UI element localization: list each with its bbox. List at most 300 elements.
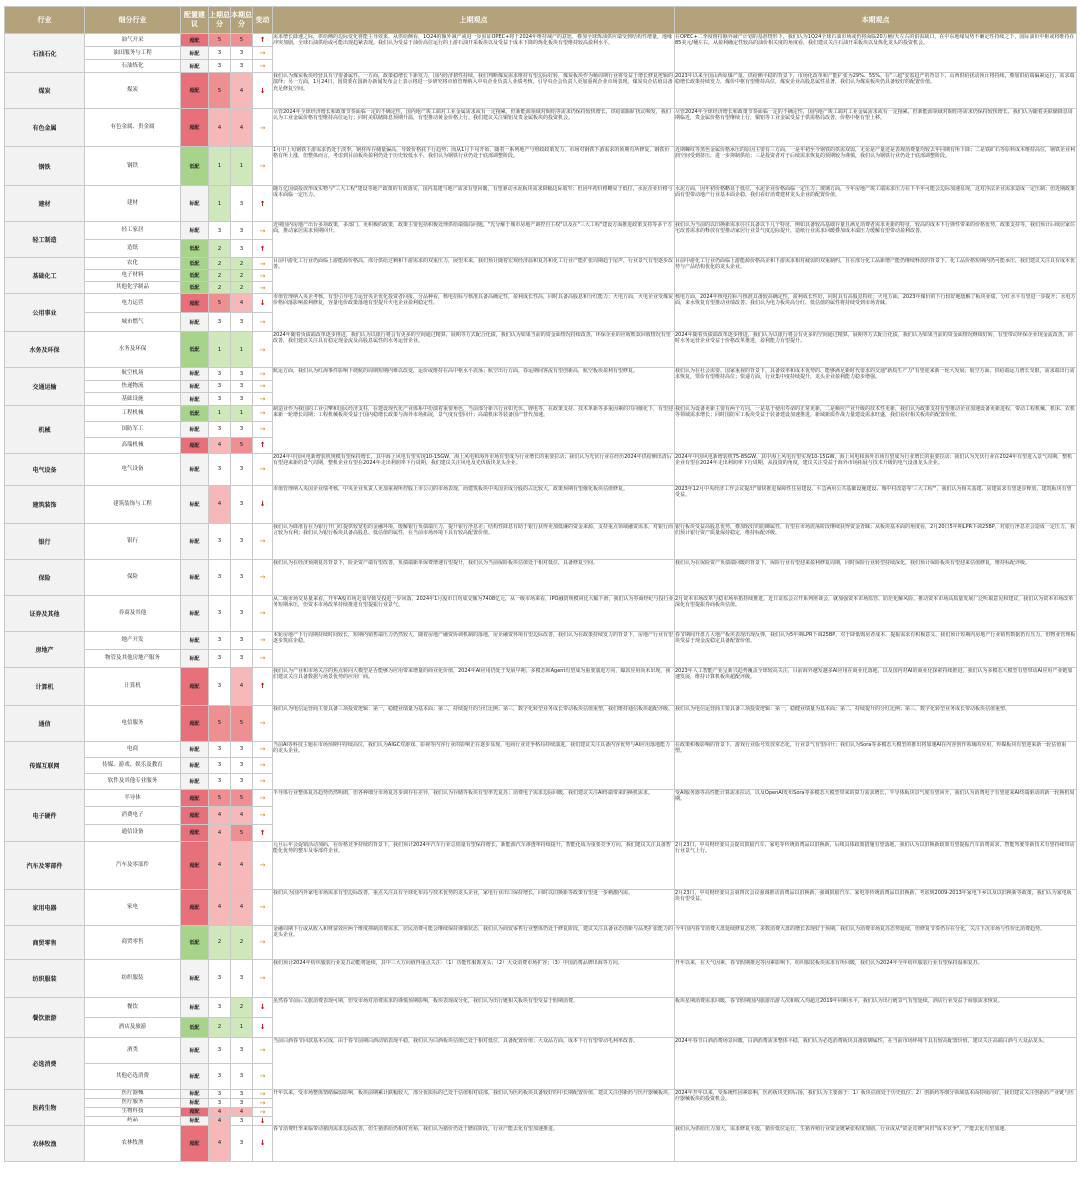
curr-view-text: 目前中游化工行业仍面临上游能源价格高企和下游需求相对疲弱的双重制约，且在部分化工品新增产能仍继续释放的背景下，化工品价格短期内仍可能承压，我们建议关注具有成本优势与产品结构优化的龙头企业。 <box>675 258 1076 271</box>
prev-view-text: 航运方面，我们认为红海事件影响下绕航的周期短期内难以改变，运价或维持在高中枢水平震荡；航空出行方面，春运期间客流有望创新高，航空板块盈利有望修复。 <box>273 368 639 374</box>
prev-score-cell: 3 <box>209 393 231 406</box>
curr-score-cell: 4 <box>231 1107 253 1116</box>
change-arrow-icon: → <box>253 380 273 393</box>
change-arrow-icon: → <box>253 1107 273 1116</box>
industry-cell: 轻工制造 <box>5 222 85 258</box>
rating-cell: 标配 <box>181 1116 209 1125</box>
change-arrow-icon: → <box>253 773 273 789</box>
industry-cell: 必选消费 <box>5 1037 85 1089</box>
change-arrow-icon: → <box>253 631 273 649</box>
sub-industry-cell: 酒类 <box>85 1037 181 1063</box>
change-arrow-icon: → <box>253 595 273 631</box>
prev-view-cell <box>273 34 675 73</box>
prev-score-cell: 3 <box>209 1098 231 1107</box>
change-arrow-icon: ↑ <box>253 437 273 453</box>
sub-industry-cell: 生物科技 <box>85 1107 181 1116</box>
curr-score-cell: 1 <box>231 1017 253 1037</box>
prev-view-cell <box>273 485 675 523</box>
prev-view-cell <box>273 889 675 925</box>
table-row <box>5 405 1077 421</box>
header-sub-industry: 细分行业 <box>85 7 181 34</box>
prev-view-text: 当前AI等科技主题在市场预期中持续高位，我们认为AIGC对游戏、影视等内容行业的影响正在逐步显现，电商行业竞争格局持续演进，我们建议关注具备内容优势与AI应用落地能力的龙头企业。 <box>273 741 671 755</box>
curr-score-cell: 2 <box>231 997 253 1017</box>
change-arrow-icon: → <box>253 47 273 60</box>
prev-view-cell <box>273 109 675 147</box>
industry-cell: 医药生物 <box>5 1089 85 1125</box>
change-arrow-icon: → <box>253 789 273 806</box>
change-arrow-icon: → <box>253 1063 273 1089</box>
change-arrow-icon: → <box>253 222 273 240</box>
change-arrow-icon: ↓ <box>253 997 273 1017</box>
prev-view-text: 我们认为产业和市场关注的焦点转向大模型是否能够为应用带来增量的商业化价值，2024年AI应用仍处于发展早期，多模态和Agent有望成为重要演进方向，爆款应用尚未出现，我们建议关注具备数据与场景优势的应用厂商。 <box>273 667 671 681</box>
curr-view-cell <box>675 1089 1077 1125</box>
prev-score-cell: 3 <box>209 631 231 649</box>
change-arrow-icon: → <box>253 1037 273 1063</box>
industry-cell: 银行 <box>5 523 85 559</box>
sub-industry-cell: 油气开采 <box>85 34 181 47</box>
prev-score-cell: 3 <box>209 421 231 437</box>
prev-score-cell: 5 <box>209 789 231 806</box>
curr-score-cell: 5 <box>231 824 253 841</box>
curr-view-text: 受AI服务器等高性能计算需求拉动，以及OpenAI发布Sora等多模态大模型带来的算力需求增长，半导体板块景气度有望回升，我们认为消费电子有望迎来AI终端驱动的新一轮换机周期。 <box>675 789 1075 803</box>
curr-score-cell: 3 <box>231 1063 253 1089</box>
rating-cell: 标配 <box>181 741 209 757</box>
rating-cell: 标配 <box>181 60 209 73</box>
table-row <box>5 332 1077 368</box>
change-arrow-icon: → <box>253 559 273 595</box>
rating-cell: 超配 <box>181 1125 209 1161</box>
rating-cell: 低配 <box>181 405 209 421</box>
curr-view-text: 我们认为供给压力加大，需求修复平缓，猪价低位运行，生猪养殖行业资金链紧张程度加剧，行业或从"资金竞赛"回归"成本竞争"，产能去化有望加速。 <box>675 1125 1010 1132</box>
prev-score-cell: 3 <box>209 773 231 789</box>
prev-view-cell <box>273 789 675 841</box>
curr-score-cell: 1 <box>231 332 253 368</box>
curr-score-cell: 3 <box>231 595 253 631</box>
curr-score-cell: 3 <box>231 453 253 485</box>
prev-view-cell <box>273 559 675 595</box>
change-arrow-icon: → <box>253 453 273 485</box>
prev-view-cell <box>273 222 675 258</box>
curr-view-cell <box>675 109 1077 147</box>
sub-industry-cell: 基础设施 <box>85 393 181 406</box>
industry-cell: 农林牧渔 <box>5 1125 85 1161</box>
prev-score-cell: 5 <box>209 705 231 741</box>
rating-cell: 标配 <box>181 649 209 667</box>
prev-view-cell <box>273 925 675 959</box>
rating-cell: 超配 <box>181 437 209 453</box>
curr-score-cell: 3 <box>231 559 253 595</box>
curr-view-text: 2023年以来全国山西原煤产量、供给侧平稳的背景下，市场化改革和产能扩张为29%、55%，在"三超"安监趋严的背景下，山西供给扰动预计将持续，叠加供给端偏紧运行，需求端稳增长政策持续发力，煤价中枢有望维持高位，煤炭企业高股息属性显著，我们认为煤炭板块仍具备较好的配置价值。 <box>675 73 1075 86</box>
prev-view-text: 元旦后年会促销活动加码，在价格竞争持续的背景下，我们预计2024年汽车行业总销量有望保持增长，新能源汽车渗透率持续提升，智能化成为重要竞争方向，我们建议关注具备智能化优势的整车及零部件企业。 <box>273 841 671 855</box>
curr-score-cell: 3 <box>231 222 253 240</box>
curr-score-cell: 4 <box>231 667 253 705</box>
prev-view-cell <box>273 841 675 889</box>
prev-view-text: 从二级市场交易量来看，开年A股市场走弱导致交投进一步回落，2024年1月股市日均成交额为7408亿元，从一级市场来看，IPO融资规模同比大幅下滑，我们认为券商经纪与投行业务短期承压，但资本市场改革持续推进有望提振行业景气。 <box>273 595 674 609</box>
table-row <box>5 631 1077 649</box>
prev-view-cell <box>273 258 675 294</box>
rating-cell: 标配 <box>181 421 209 437</box>
change-arrow-icon: → <box>253 705 273 741</box>
industry-cell: 机械 <box>5 405 85 453</box>
header-change: 变动 <box>253 7 273 34</box>
prev-score-cell: 3 <box>209 313 231 332</box>
prev-score-cell: 4 <box>209 889 231 925</box>
grid <box>4 6 1077 1162</box>
sub-industry-cell: 家电 <box>85 889 181 925</box>
curr-score-cell: 3 <box>231 757 253 773</box>
table-row <box>5 34 1077 47</box>
prev-score-cell: 1 <box>209 332 231 368</box>
prev-view-cell <box>273 1125 675 1161</box>
sub-industry-cell: 消费电子 <box>85 807 181 824</box>
curr-score-cell: 3 <box>231 60 253 73</box>
curr-view-text: 核电方面，2024年核电招标与核准具备较高确定性，盈利成长性好，同时具有高股息特征；火电方面，2023年煤价的下行较好地缓解了板块业绩，分红水平有望进一步提升；水电方面，来水恢复有望推动业绩改善。我们认为电力板块高分红、低估值的属性将持续受到市场青睐。 <box>675 294 1076 307</box>
industry-cell: 交通运输 <box>5 368 85 406</box>
curr-view-text: 银行板块受益高股息优势，叠加较好的防御属性，有望在市场震荡阶段继续获得资金青睐；从板块基本面的角度看，2月20日5年期LPR下调25BP，对银行净息差会造成一定压力，我们预计银行资产质量保持稳定，维持标配评级。 <box>675 523 1075 537</box>
table-row <box>5 925 1077 959</box>
industry-cell: 商贸零售 <box>5 925 85 959</box>
curr-view-cell <box>675 258 1077 294</box>
sub-industry-cell: 农林牧渔 <box>85 1125 181 1161</box>
prev-view-text: 目前中游化工行业仍面临上游能源价格高，部分供给过剩和下游需求的双重压力，展望未来，我们预计随着宏观经济温和复苏和化工行业产能扩张周期趋于尾声，行业景气有望逐步改善。 <box>273 258 674 271</box>
table-row <box>5 705 1077 741</box>
sub-industry-cell: 建材 <box>85 186 181 222</box>
change-arrow-icon: ↑ <box>253 34 273 47</box>
curr-view-text: 2024年随着负债端改革逐步推进，我们认为以银行将会有更多的空间通过精算，展期等方式配合化债，我们认为如果当前的资金面情况继续好转，有望带动环保企业现金流改善，同时水务运营企业受益于价格改革推进，盈利能力有望提升。 <box>675 332 1073 345</box>
curr-score-cell: 3 <box>231 421 253 437</box>
curr-score-cell: 3 <box>231 1125 253 1161</box>
table-row <box>5 1037 1077 1063</box>
prev-score-cell: 3 <box>209 595 231 631</box>
curr-score-cell: 2 <box>231 282 253 294</box>
sub-industry-cell: 软件及其他专业服务 <box>85 773 181 789</box>
sub-industry-cell: 券商及其他 <box>85 595 181 631</box>
rating-cell: 标配 <box>181 1037 209 1063</box>
rating-cell: 标配 <box>181 368 209 381</box>
sub-industry-cell: 其他化学制品 <box>85 282 181 294</box>
table-row <box>5 523 1077 559</box>
change-arrow-icon: ↓ <box>253 294 273 313</box>
rating-cell: 超配 <box>181 294 209 313</box>
industry-cell: 纺织服装 <box>5 959 85 997</box>
rating-cell: 标配 <box>181 757 209 773</box>
industry-cell: 家用电器 <box>5 889 85 925</box>
table-row <box>5 258 1077 270</box>
curr-score-cell: 4 <box>231 294 253 313</box>
sub-industry-cell: 航空机场 <box>85 368 181 381</box>
curr-view-cell <box>675 925 1077 959</box>
rating-cell: 标配 <box>181 1063 209 1089</box>
change-arrow-icon: → <box>253 60 273 73</box>
table-row <box>5 453 1077 485</box>
change-arrow-icon: → <box>253 889 273 925</box>
table-row <box>5 741 1077 757</box>
prev-view-text: 我们认为在经济预期复苏背景下，险企资产端有望改善，负债端新单保费增速有望提升，我们认为当前保险板块估值处于相对低位，具备修复空间。 <box>273 559 599 566</box>
prev-view-text: 我们认为降准旨在为银行开门红提供较宽松的金融环境，缓解银行负债端压力，提升银行净息差；结构性降息有助于银行获得更加低廉的资金来源，支持重点领域融资需求，对银行而言较为有利；我们认为银行板块具备高股息、低估值的属性，在当前市场环境下具有较高配置价值。 <box>273 523 674 537</box>
prev-score-cell: 3 <box>209 667 231 705</box>
change-arrow-icon: ↓ <box>253 485 273 523</box>
sub-industry-cell: 其他必选消费 <box>85 1063 181 1089</box>
curr-view-cell <box>675 405 1077 453</box>
industry-cell: 计算机 <box>5 667 85 705</box>
prev-score-cell: 1 <box>209 186 231 222</box>
sub-industry-cell: 银行 <box>85 523 181 559</box>
prev-score-cell: 3 <box>209 649 231 667</box>
curr-score-cell: 3 <box>231 47 253 60</box>
prev-score-cell: 4 <box>209 485 231 523</box>
industry-cell: 传媒互联网 <box>5 741 85 789</box>
sub-industry-cell: 保险 <box>85 559 181 595</box>
curr-score-cell: 2 <box>231 270 253 282</box>
rating-cell: 超配 <box>181 667 209 705</box>
curr-view-cell <box>675 667 1077 705</box>
sub-industry-cell: 地产开发 <box>85 631 181 649</box>
prev-view-cell <box>273 667 675 705</box>
curr-view-cell <box>675 997 1077 1037</box>
prev-view-text: 1月中上旬钢铁下游需求仍处于淡季，钢材库存储量偏高，导致价格底下行趋势；而从1月下旬开始，随着一系列地产与财政政策发力，市场对钢铁下游需求的预期有所修复，钢铁价格有所上涨，但整体而言，考虑到目前板块盈利仍处于历史较低水平，我们认为钢铁行业仍处于底部调整阶段。 <box>273 147 670 160</box>
prev-score-cell: 4 <box>209 841 231 889</box>
table-row <box>5 222 1077 240</box>
industry-cell: 公用事业 <box>5 294 85 332</box>
table-row <box>5 667 1077 705</box>
rating-cell: 标配 <box>181 1089 209 1098</box>
table-row <box>5 368 1077 381</box>
curr-view-cell <box>675 294 1077 332</box>
change-arrow-icon: → <box>253 741 273 757</box>
table-row <box>5 789 1077 806</box>
curr-score-cell: 4 <box>231 889 253 925</box>
prev-view-cell <box>273 147 675 186</box>
table-row <box>5 147 1077 186</box>
curr-view-text: 在政策积极影响的背景下，游戏行业版号发放常态化，行业景气有望回升；我们认为Sora等多模态大模型的推出将加速AI在内容创作领域的应用，传媒板块有望迎来新一轮估值重塑。 <box>675 741 1067 755</box>
prev-score-cell: 3 <box>209 1063 231 1089</box>
prev-score-cell: 3 <box>209 222 231 240</box>
industry-cell: 水务及环保 <box>5 332 85 368</box>
sub-industry-cell: 电气设备 <box>85 453 181 485</box>
curr-view-text: 我们认为设备更新主要有两个方向，一是基于使用寿命的正常更新，二是顺应产业升级的技术性更新，我们认为政策支持有望推动企业加速设备更新进程，带动工程机械、机床、农机等领域需求增长；同时国防军工板块受益于装备建设加速推进，新域新质作战力量建设需求旺盛，我们看好相关板块的配置价值。 <box>675 405 1076 419</box>
change-arrow-icon: ↑ <box>253 667 273 705</box>
prev-view-text: 需求增长降速之际，供给侧的边际变化将能主导效果。从供给侧看，1Q24的额外减产或进一步验证OPEC+将于2024年维持减产的意愿，叠加全球炼油供应端受到结构性增量，地缘冲突加剧，全球石油供给或可能出现趋紧表现。我们认为受益于油价高位运行的上游石油开采板块以及受益于成本下降的炼化板块有望维持较高盈利水平。 <box>273 34 673 47</box>
curr-score-cell: 5 <box>231 705 253 741</box>
prev-view-text: 春节消费旺季来临带动猪肉需求边际改善，但生猪供给仍相对充裕，我们认为猪价仍处于磨底阶段，行业产能去化有望加速推进。 <box>273 1125 559 1132</box>
curr-score-cell: 3 <box>231 741 253 757</box>
curr-view-text: 春节期间开盘五大地产板块表现出现反弹，我们认为5年期LPR下调25BP，对于降低购房者成本、提振需求有积极意义，我们预计短期内房地产行业销售数据仍有压力，但物业管理板块受益于现金流稳定具备配置价值。 <box>675 631 1076 645</box>
rating-cell: 超配 <box>181 889 209 925</box>
sub-industry-cell: 药品 <box>85 1116 181 1125</box>
prev-score-cell: 3 <box>209 368 231 381</box>
curr-score-cell: 3 <box>231 240 253 258</box>
prev-view-cell <box>273 705 675 741</box>
sub-industry-cell: 钢铁 <box>85 147 181 186</box>
sub-industry-cell: 物管及其他房地产服务 <box>85 649 181 667</box>
industry-cell: 建材 <box>5 186 85 222</box>
prev-view-cell <box>273 595 675 631</box>
curr-view-text: 2023年12月中央经济工作会议提出"加快推进保障性住房建设、平急两用公共基础设施建设、城中村改造等'三大工程'"，我们认为相关基建、房建需求有望逐步释放，建筑板块有望受益。 <box>675 485 1072 499</box>
table-row <box>5 294 1077 313</box>
prev-view-text: 我们预计2024年纺织服装行业复苏动能将延续，其中三大方向值得重点关注：（1）功能性服饰龙头；（2）大众消费市场扩容；（3）中国消费品牌出海等方向。 <box>273 959 623 966</box>
industry-cell: 电子硬件 <box>5 789 85 841</box>
rating-cell: 超配 <box>181 73 209 109</box>
curr-score-cell: 5 <box>231 437 253 453</box>
prev-view-text: 当前白酒春节回款基本完成，由于春节前期白酒动销表现平稳，我们认为白酒板块估值已处于相对低位，具备配置价值；大众品方面，成本下行有望带动毛利率改善。 <box>273 1037 639 1044</box>
sub-industry-cell: 高端机械 <box>85 437 181 453</box>
rating-cell: 低配 <box>181 258 209 270</box>
rating-cell: 标配 <box>181 631 209 649</box>
curr-score-cell: 3 <box>231 368 253 381</box>
prev-score-cell: 3 <box>209 997 231 1017</box>
prev-score-cell: 5 <box>209 294 231 313</box>
prev-view-cell <box>273 453 675 485</box>
prev-score-cell: 3 <box>209 523 231 559</box>
sub-industry-cell: 油田服务与工程 <box>85 47 181 60</box>
rating-cell: 超配 <box>181 705 209 741</box>
prev-score-cell: 3 <box>209 1089 231 1098</box>
sub-industry-cell: 餐饮 <box>85 997 181 1017</box>
prev-score-cell: 4 <box>209 437 231 453</box>
curr-view-text: 2月23日，中央财经委员会第四次会议强调推动消费品以旧换新，强调鼓励汽车、家电等传统消费品以旧换新，考虑到2009-2013年家电下乡以及以旧换新等政策，我们认为家电板块有望受益。 <box>675 889 1072 903</box>
header-curr-score: 本期总分 <box>231 7 253 34</box>
change-arrow-icon: → <box>253 147 273 186</box>
curr-view-cell <box>675 523 1077 559</box>
sub-industry-cell: 酒店及旅游 <box>85 1017 181 1037</box>
rating-cell: 标配 <box>181 1098 209 1107</box>
curr-score-cell: 4 <box>231 73 253 109</box>
curr-view-text: 2月23日，中央财经委员会提出鼓励汽车、家电等传统消费品以旧换新，后续具体政策措施有望落地，我们认为以旧换新政策有望提振汽车消费需求，智能驾驶等新技术有望持续带动行业景气上行。 <box>675 841 1075 855</box>
rating-cell: 标配 <box>181 222 209 240</box>
prev-score-cell: 3 <box>209 380 231 393</box>
header-rating: 配置建议 <box>181 7 209 34</box>
curr-score-cell: 1 <box>231 405 253 421</box>
curr-score-cell: 3 <box>231 380 253 393</box>
rating-cell: 标配 <box>181 595 209 631</box>
curr-score-cell: 3 <box>231 1116 253 1125</box>
table-row <box>5 109 1077 147</box>
curr-view-cell <box>675 222 1077 258</box>
rating-cell: 标配 <box>181 523 209 559</box>
rating-cell: 标配 <box>181 959 209 997</box>
table-row <box>5 841 1077 889</box>
prev-view-text: 我们认为煤炭板块经营具有守要备属性。一方面，政策稳增长下新发力，国内经济韧性持续，我们判断煤炭需求维持有望边际好转，煤炭板块作为顺周期行业将受益于增长修复逻辑的演绎；另一方面，1月24日，国资委在国新办新闻发布会上表示将进一步研究将市值管理纳入中央企业负责人业绩考核，引导央企会负责人更加重视企业市场表现，煤炭央企估值具备充足修复空间。 <box>273 73 674 92</box>
industry-cell: 证券及其他 <box>5 595 85 631</box>
change-arrow-icon: → <box>253 959 273 997</box>
curr-score-cell: 5 <box>231 789 253 806</box>
rating-cell: 标配 <box>181 186 209 222</box>
curr-view-text: 尽管2024年全球经济增长和政策节奏面临一定的不确定性，国内地产竣工端对工业金属需求或有一定拖累，但新能源领域对铜铝等需求仍保持较快增长。我们认为随着美联储降息周期临近，贵金属价格有望继续上行，铜铝等工业金属受益于供需格局改善，价格中枢有望上移。 <box>675 109 1073 122</box>
curr-score-cell: 5 <box>231 34 253 47</box>
rating-cell: 低配 <box>181 240 209 258</box>
curr-score-cell: 4 <box>231 807 253 824</box>
curr-view-cell <box>675 1125 1077 1161</box>
prev-view-cell <box>273 523 675 559</box>
sub-industry-cell: 医疗器械 <box>85 1089 181 1098</box>
table-row <box>5 889 1077 925</box>
prev-view-text: 2024年中国风电新增装机规模有望保持增长，其中海上风电有望实现10-15GW，海上风电和海外市场有望成为行业增长的重要拉动；我们认为光伏行业在经历2024年供给侧出清后有望迎来新的景气周期，整机企业有望在2024年走出利润率下行周期，我们建议关注风电及光伏板块龙头企业。 <box>273 453 672 467</box>
curr-score-cell: 4 <box>231 109 253 147</box>
table-row <box>5 186 1077 222</box>
curr-score-cell: 3 <box>231 393 253 406</box>
prev-view-cell <box>273 631 675 667</box>
header-prev-score: 上期总分 <box>209 7 231 34</box>
industry-cell: 钢铁 <box>5 147 85 186</box>
prev-score-cell: 2 <box>209 258 231 270</box>
curr-view-text: 水泥方面，因年初价格略显于低位，水泥企业价格面临一定压力；玻璃方面，今年房地产竣工端需求压力在下半年可能会边际加速显现，这对浮法企业需求造成一定压制；但近期政策面有望带动地产行业基本面企稳，我们看好消费建材龙头企业的配置价值。 <box>675 186 1076 199</box>
curr-view-cell <box>675 147 1077 186</box>
change-arrow-icon: ↓ <box>253 1125 273 1161</box>
prev-score-cell: 2 <box>209 240 231 258</box>
sub-industry-cell: 商贸零售 <box>85 925 181 959</box>
sub-industry-cell: 轻工家居 <box>85 222 181 240</box>
prev-score-cell: 2 <box>209 1017 231 1037</box>
sub-industry-cell: 石油炼化 <box>85 60 181 73</box>
prev-score-cell: 3 <box>209 1037 231 1063</box>
change-arrow-icon: ↑ <box>253 824 273 841</box>
curr-view-cell <box>675 889 1077 925</box>
prev-view-cell <box>273 1037 675 1089</box>
curr-score-cell: 4 <box>231 841 253 889</box>
industry-cell: 通信 <box>5 705 85 741</box>
change-arrow-icon: → <box>253 109 273 147</box>
sub-industry-cell: 有色金属、贵金属 <box>85 109 181 147</box>
curr-view-text: 开年以来，在天气因素、春节假期推迟等因素影响下，纺织服装板块需求有所回暖，我们认为2024年全年纺织服装行业有望保持温和复苏。 <box>675 959 983 966</box>
prev-view-cell <box>273 73 675 109</box>
curr-view-text: 2024年春节白酒消费场景回暖，白酒消费需求整体平稳，我们认为必选消费板块具备防御属性，在当前市场环境下具有较高配置价值，建议关注高端白酒与大众品龙头。 <box>675 1037 1048 1044</box>
change-arrow-icon: → <box>253 841 273 889</box>
prev-view-cell <box>273 741 675 789</box>
prev-score-cell: 4 <box>209 807 231 824</box>
change-arrow-icon: ↑ <box>253 186 273 222</box>
industry-cell: 保险 <box>5 559 85 595</box>
curr-view-text: 2023年人工智能产业呈新兴趋势覆盖全球较高关注，目前海外越发越多AI应用在商业化落地，以及国内对AI的商业化探索持续推进，我们认为多模态大模型有望带动AI应用产业链加速发展，维持计算机板块超配评级。 <box>675 667 1073 681</box>
sub-industry-cell: 通信设备 <box>85 824 181 841</box>
rating-cell: 超配 <box>181 841 209 889</box>
prev-view-text: 半导体行业整体复苏趋势仍然明朗，但各种细分市场复苏步调存在差异，我们认为存储等板块有望率先复苏；消费电子需求边际回暖，我们建议关注AI终端带来的换机需求。 <box>273 789 653 796</box>
industry-cell: 建筑装饰 <box>5 485 85 523</box>
change-arrow-icon: → <box>253 313 273 332</box>
rating-cell: 超配 <box>181 109 209 147</box>
curr-view-cell <box>675 73 1077 109</box>
curr-view-text: 我们认为在社会需要、国家重视的背景下，具备效率和成本优势的、能够满足新时代要求的交通"新质生产力"有望迎来新一轮大发展；航空方面，供给端运力增长受限，需求端出行需求恢复，票价有望维持高位；快递方面，行业集中度持续提升，龙头企业盈利能力稳步增强。 <box>675 368 1075 381</box>
prev-score-cell: 2 <box>209 925 231 959</box>
curr-view-cell <box>675 186 1077 222</box>
change-arrow-icon: → <box>253 368 273 381</box>
industry-cell: 石油石化 <box>5 34 85 73</box>
curr-score-cell: 3 <box>231 313 253 332</box>
table-row <box>5 73 1077 109</box>
prev-view-text: 尽管2024年全球经济增长和政策节奏面临一定的不确定性，国内地产竣工端对工业金属需求或有一定拖累，但新能源领域对铜铝等需求仍保持较快增长，供给端铜矿扰动频发，我们认为工业金属价格有望维持高位运行；同时美联储降息预期升温，有望推动黄金价格上行。我们建议关注铜铝及贵金属板块的投资机会。 <box>273 109 671 122</box>
prev-score-cell: 4 <box>209 824 231 841</box>
prev-view-text: 2024年随着负债端改革逐步推进，我们认为以银行将会有更多的空间通过精算，展期等方式配合化债，我们认为如果当前的资金面情况持续改善，环保企业的应收账款回收情况有望改善，我们建议关注具有稳定现金流及高股息属性的水务运营企业。 <box>273 332 671 345</box>
industry-cell: 汽车及零部件 <box>5 841 85 889</box>
prev-view-text: 制造业作为我国的工业引擎和国民经济支柱，在建设现代化产业体系中扮演着重要角色，当前部分新兴行业如光伏、锂电等，在政策支持、技术革新等多重因素的共同催化下，有望迎来新一轮增长周期；工程机械板块受益于国内稳增长政策与海外市场拓展，景气度有望回升；高端机床等装备国产替代加速。 <box>273 405 674 419</box>
table-row <box>5 1089 1077 1098</box>
curr-view-text: 我们认为当前的以旧换新需求往往具备以下几个特征，例如具备较高基础存量且满足消费者需求更新的特征，较高的成本下行弹性带来的价格优势，政策支持等，我们预计后续居家住宅改善需求的释放有望推动家居行业景气度边际提升，造纸行业需求回暖叠加成本端压力缓解有望带动盈利改善。 <box>675 222 1076 235</box>
sub-industry-cell: 煤炭 <box>85 73 181 109</box>
prev-view-text: 我们认为电信运营商主要具备三项投资逻辑：第一，稳健业绩量为基本面；第二，持续提升的分红比例；第三，数字化转型业务成长带动板块估值重塑，我们维持通信板块超配评级。 <box>273 705 674 712</box>
prev-view-text: 近期国内房地产出台多项政策，多部门、更积极的政策，政策主要包括积极处理供给端僵局问题，"先分解于城市房地产调控自主权"以及在"三大工程"建设方面推进政策支持等多个方面，推动家居需求预期回升。 <box>273 222 673 235</box>
sub-industry-cell: 电信服务 <box>85 705 181 741</box>
sub-industry-cell: 传媒、游戏、娱乐及教育 <box>85 757 181 773</box>
prev-score-cell: 4 <box>209 1116 231 1125</box>
curr-view-text: 在OPEC+二季度维持额外减产计划的基准情形下，我们认为1Q24全球石油市场或仍将面临20万桶/天左右的供需缺口，在中东地缘局势不确定性持续之下，国际油价中枢或将维持在85美元/桶左右，从盈利确定性较高的油价相关度的角度看，我们建议关注石油开采板块以及炼化龙头的投资机会。 <box>675 34 1075 47</box>
sub-industry-cell: 水务及环保 <box>85 332 181 368</box>
prev-view-text: 市值管理纳入央企考核，有望引导电力运营央企优化投资者回报，分品种看，核电招标与核准具备高确定性，盈利成长性高，同时具备高股息和分红能力；火电方面，火电企业受煤炭价格回落影响盈利修复，容量电价政策落地有望提升火电企业盈利稳定性。 <box>273 294 674 307</box>
curr-view-cell <box>675 741 1077 789</box>
curr-view-cell <box>675 1037 1077 1089</box>
curr-score-cell: 3 <box>231 649 253 667</box>
curr-view-cell <box>675 789 1077 841</box>
industry-cell: 电气设备 <box>5 453 85 485</box>
rating-cell: 标配 <box>181 393 209 406</box>
